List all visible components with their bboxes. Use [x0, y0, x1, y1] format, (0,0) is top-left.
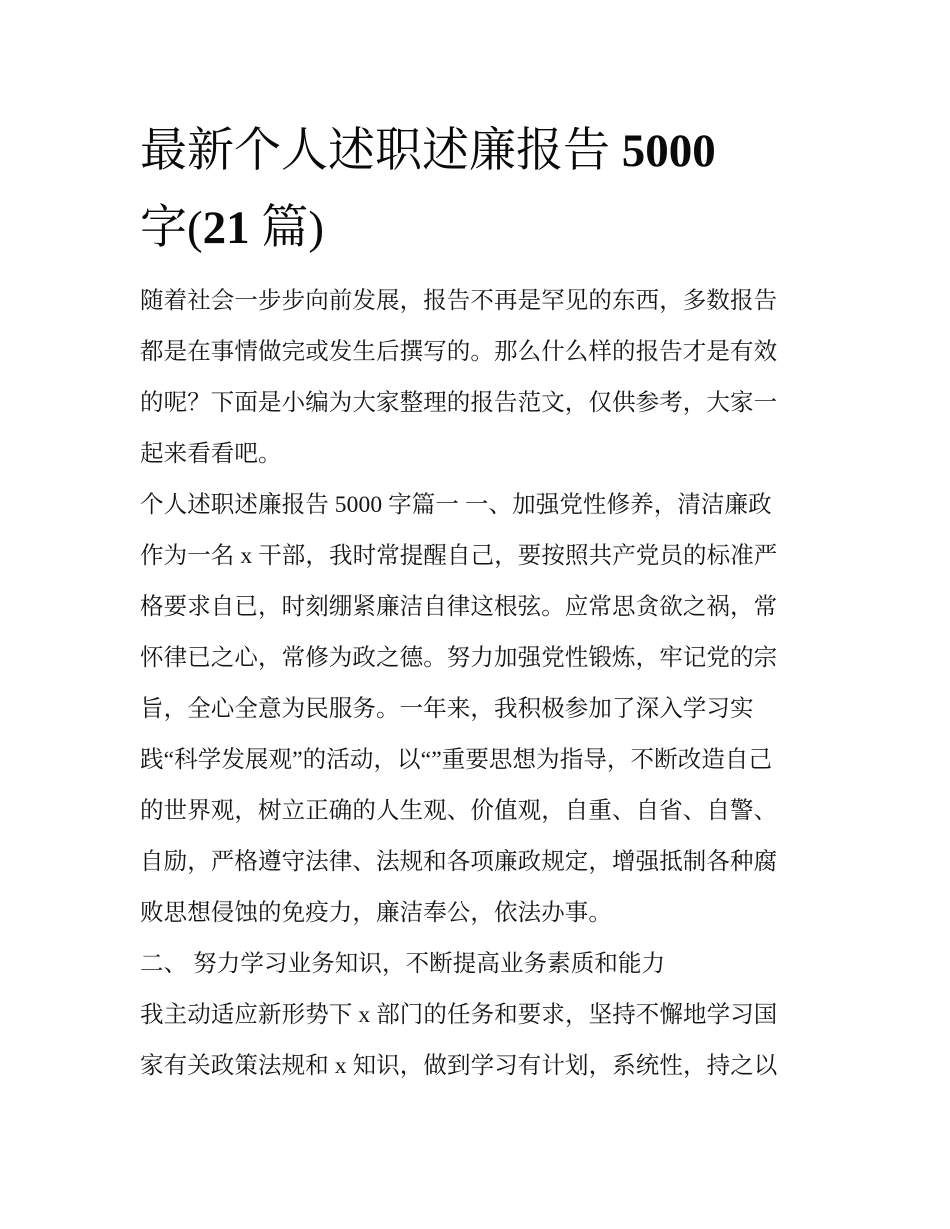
text-line: 家有关政策法规和 x 知识，做到学习有计划，系统性，持之以 [140, 1053, 778, 1079]
text-line: 作为一名 x 干部，我时常提醒自己，要按照共产党员的标准严 [140, 543, 778, 569]
section-two-heading: 二、 努力学习业务知识，不断提高业务素质和能力 [140, 951, 666, 977]
title-line1-number: 5000 [621, 125, 716, 177]
text-line: 败思想侵蚀的免疫力，廉洁奉公，依法办事。 [140, 900, 612, 926]
text-line: 随着社会一步步向前发展，报告不再是罕见的东西，多数报告 [140, 288, 778, 314]
text-line: 起来看看吧。 [140, 441, 282, 467]
title-line2-number: 21 [202, 202, 250, 254]
text-line: 怀律已之心，常修为政之德。努力加强党性锻炼，牢记党的宗 [140, 645, 778, 671]
title-line2-prefix: 字( [140, 202, 203, 254]
text-line: 的世界观，树立正确的人生观、价值观，自重、自省、自警、 [140, 798, 778, 824]
text-line: 旨，全心全意为民服务。一年来，我积极参加了深入学习实 [140, 696, 754, 722]
text-line: 践“科学发展观”的活动，以“”重要思想为指导，不断改造自己 [140, 747, 773, 773]
document-title [140, 113, 820, 267]
section-one-heading-line: 个人述职述廉报告 5000 字篇一 一、加强党性修养，清洁廉政 [140, 492, 772, 518]
title-line1-text: 最新个人述职述廉报告 [140, 125, 610, 177]
section-two-paragraph [140, 990, 812, 1092]
intro-paragraph [140, 276, 812, 480]
text-line: 的呢？下面是小编为大家整理的报告范文，仅供参考，大家一 [140, 390, 778, 416]
text-line: 都是在事情做完或发生后撰写的。那么什么样的报告才是有效 [140, 339, 778, 365]
text-line: 自励，严格遵守法律、法规和各项廉政规定，增强抵制各种腐 [140, 849, 778, 875]
document-body [140, 276, 812, 1092]
title-line2-suffix: 篇) [261, 202, 325, 254]
section-one-paragraph [140, 480, 812, 939]
text-line: 格要求自已，时刻绷紧廉洁自律这根弦。应常思贪欲之祸，常 [140, 594, 778, 620]
text-line: 我主动适应新形势下 x 部门的任务和要求，坚持不懈地学习国 [140, 1002, 778, 1028]
